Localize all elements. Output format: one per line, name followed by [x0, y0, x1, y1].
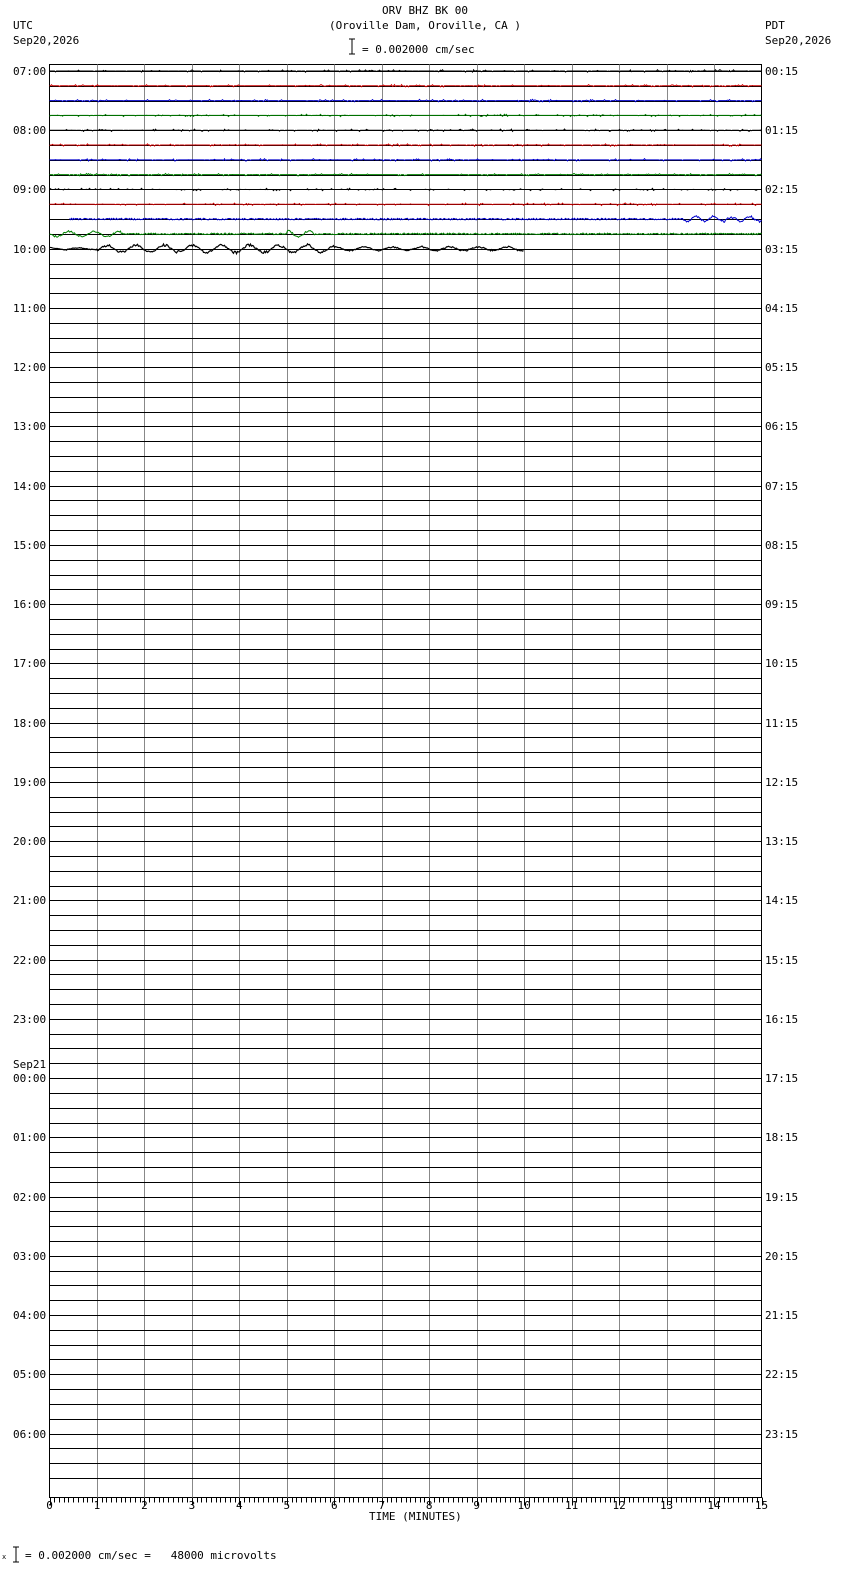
utc-hour-label: 01:00: [13, 1131, 47, 1145]
utc-hour-label: 02:00: [13, 1190, 47, 1204]
x-tick-label: 2: [141, 1499, 148, 1512]
utc-hour-label: 18:00: [13, 716, 47, 730]
pdt-hour-label: 10:15: [765, 657, 799, 671]
utc-hour-label: 23:00: [13, 1012, 47, 1026]
x-tick-label: 0: [46, 1499, 53, 1512]
utc-hour-label: 20:00: [13, 835, 47, 849]
pdt-hour-label: 07:15: [765, 479, 799, 493]
x-tick-label: 5: [283, 1499, 291, 1512]
x-tick-label: 15: [754, 1499, 769, 1512]
utc-hour-label: 13:00: [13, 420, 47, 434]
utc-hour-label: 19:00: [13, 775, 47, 789]
x-tick-label: 13: [659, 1499, 674, 1512]
left-date: Sep20,2026: [13, 34, 80, 47]
left-timezone: UTC: [13, 19, 33, 32]
x-tick-label: 1: [93, 1499, 101, 1512]
right-date: Sep20,2026: [765, 34, 832, 47]
x-tick-label: 8: [425, 1499, 433, 1512]
right-timezone: PDT: [765, 19, 785, 32]
x-tick-label: 12: [612, 1499, 626, 1512]
utc-hour-label: 14:00: [13, 479, 47, 493]
utc-hour-label: 15:00: [13, 538, 47, 552]
pdt-hour-label: 15:15: [765, 953, 799, 967]
pdt-hour-label: 23:15: [765, 1427, 799, 1441]
x-tick-label: 4: [236, 1499, 243, 1512]
utc-hour-label: 21:00: [13, 894, 47, 908]
station-name: (Oroville Dam, Oroville, CA ): [328, 19, 522, 32]
utc-date-change-label: Sep21: [13, 1058, 47, 1072]
pdt-hour-label: 03:15: [765, 242, 799, 256]
pdt-hour-label: 02:15: [765, 183, 799, 197]
plot-frame: [50, 65, 762, 1498]
footer-scale-icon: [2, 1546, 22, 1564]
utc-hour-label: 12:00: [13, 361, 47, 375]
utc-hour-label: 22:00: [13, 953, 47, 967]
utc-hour-label: 16:00: [13, 598, 47, 612]
pdt-hour-label: 17:15: [765, 1072, 799, 1086]
pdt-hour-label: 05:15: [765, 361, 799, 375]
x-tick-label: 11: [565, 1499, 579, 1512]
x-axis-label: TIME (MINUTES): [369, 1510, 462, 1523]
seismic-trace: [50, 114, 762, 116]
seismic-trace: [70, 216, 762, 223]
pdt-hour-label: 16:15: [765, 1012, 799, 1026]
x-tick-label: 7: [378, 1499, 386, 1512]
pdt-hour-label: 04:15: [765, 301, 799, 315]
pdt-hour-label: 11:15: [765, 716, 799, 730]
x-tick-label: 9: [473, 1499, 481, 1512]
seismic-trace: [50, 244, 524, 254]
chart-title: ORV BHZ BK 00: [381, 4, 469, 17]
pdt-hour-label: 09:15: [765, 598, 799, 612]
seismic-trace: [50, 188, 762, 190]
utc-hour-label: 05:00: [13, 1368, 47, 1382]
utc-hour-label: 08:00: [13, 124, 47, 138]
utc-hour-label: 17:00: [13, 657, 47, 671]
utc-hour-label: 11:00: [13, 301, 47, 315]
pdt-hour-label: 06:15: [765, 420, 799, 434]
utc-hour-label: 00:00: [13, 1072, 47, 1086]
footer-scale-note: = 0.002000 cm/sec = 48000 microvolts: [25, 1549, 277, 1562]
seismic-trace: [50, 129, 762, 131]
pdt-hour-label: 19:15: [765, 1190, 799, 1204]
utc-hour-label: 10:00: [13, 242, 47, 256]
pdt-hour-label: 20:15: [765, 1249, 799, 1263]
x-tick-label: 10: [517, 1499, 531, 1512]
scale-label: = 0.002000 cm/sec: [362, 43, 475, 56]
seismic-trace: [50, 230, 762, 237]
pdt-hour-label: 18:15: [765, 1131, 799, 1145]
x-tick-label: 14: [707, 1499, 721, 1512]
pdt-hour-label: 12:15: [765, 775, 799, 789]
pdt-hour-label: 13:15: [765, 835, 799, 849]
x-tick-label: 6: [330, 1499, 338, 1512]
utc-hour-label: 06:00: [13, 1427, 47, 1441]
pdt-hour-label: 21:15: [765, 1309, 799, 1323]
pdt-hour-label: 22:15: [765, 1368, 799, 1382]
utc-hour-label: 04:00: [13, 1309, 47, 1323]
utc-hour-label: 03:00: [13, 1249, 47, 1263]
pdt-hour-label: 01:15: [765, 124, 799, 138]
pdt-hour-label: 00:15: [765, 65, 799, 78]
utc-hour-label: 09:00: [13, 183, 47, 197]
pdt-hour-label: 08:15: [765, 538, 799, 552]
utc-hour-label: 07:00: [13, 65, 47, 78]
x-tick-label: 3: [188, 1499, 196, 1512]
svg-text:x: x: [2, 1553, 7, 1561]
pdt-hour-label: 14:15: [765, 894, 799, 908]
seismic-trace: [50, 203, 762, 205]
